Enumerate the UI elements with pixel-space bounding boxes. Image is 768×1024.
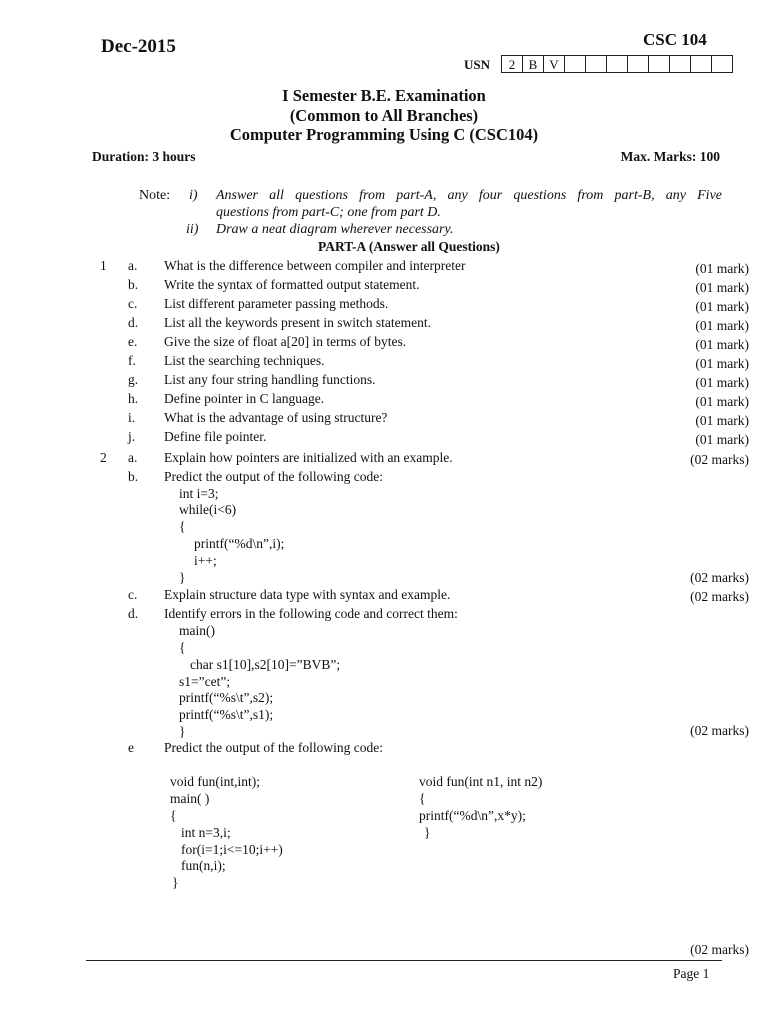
marks: (02 marks) <box>690 452 749 467</box>
sub-label: e. <box>128 334 138 349</box>
code-line: printf(“%s\t”,s2); <box>179 690 274 705</box>
usn-boxes <box>501 55 733 73</box>
question-text: Explain how pointers are initialized with an example. <box>164 450 453 465</box>
sub-label: e <box>128 740 134 755</box>
note-ii-text: Draw a neat diagram wherever necessary. <box>216 222 454 237</box>
sub-label: c. <box>128 587 138 602</box>
marks: (01 mark) <box>695 413 749 428</box>
sub-label: d. <box>128 606 139 621</box>
question-text: What is the difference between compiler and interpreter <box>164 258 466 273</box>
marks: (01 mark) <box>695 337 749 352</box>
marks: (02 marks) <box>690 942 749 957</box>
question-text: Give the size of float a[20] in terms of bytes. <box>164 334 407 349</box>
code-line: printf(“%d\n”,x*y); <box>419 808 526 823</box>
question-text: List all the keywords present in switch statement. <box>164 315 431 330</box>
exam-title: I Semester B.E. Examination <box>282 86 486 105</box>
usn-box: B <box>523 55 544 73</box>
exam-date: Dec-2015 <box>101 36 176 57</box>
usn-box <box>607 55 628 73</box>
usn-box <box>649 55 670 73</box>
marks: (01 mark) <box>695 280 749 295</box>
marks: (02 marks) <box>690 723 749 738</box>
code-line: main() <box>179 623 215 638</box>
sub-label: i. <box>128 410 136 425</box>
sub-label: j. <box>128 429 136 444</box>
code-line: void fun(int n1, int n2) <box>419 774 543 789</box>
question-text: List the searching techniques. <box>164 353 325 368</box>
code-line: } <box>172 875 179 890</box>
question-number: 2 <box>100 450 107 465</box>
code-line: char s1[10],s2[10]=”BVB”; <box>190 657 341 672</box>
question-text: Define pointer in C language. <box>164 391 325 406</box>
footer-rule <box>86 960 722 961</box>
sub-label: c. <box>128 296 138 311</box>
marks: (02 marks) <box>690 570 749 585</box>
note-i-text-cont: questions from part-C; one from part D. <box>216 205 441 220</box>
question-text: Define file pointer. <box>164 429 267 444</box>
max-marks: Max. Marks: 100 <box>620 149 720 164</box>
note-ii-number: ii) <box>186 222 199 237</box>
marks: (01 mark) <box>695 394 749 409</box>
question-number: 1 <box>100 258 107 273</box>
marks: (01 mark) <box>695 432 749 447</box>
question-text: Write the syntax of formatted output statement. <box>164 277 420 292</box>
sub-label: h. <box>128 391 139 406</box>
usn-box <box>670 55 691 73</box>
exam-branches: (Common to All Branches) <box>289 106 479 125</box>
question-text: Identify errors in the following code and correct them: <box>164 606 458 621</box>
code-line: { <box>179 519 186 534</box>
sub-label: f. <box>128 353 136 368</box>
duration: Duration: 3 hours <box>92 149 196 164</box>
marks: (01 mark) <box>695 375 749 390</box>
note-label: Note: <box>139 188 171 203</box>
question-text: List any four string handling functions. <box>164 372 376 387</box>
marks: (01 mark) <box>695 318 749 333</box>
note-i-text: Answer all questions from part-A, any four questions from part-B, any Five <box>216 188 722 203</box>
code-line: i++; <box>194 553 217 568</box>
question-text: Predict the output of the following code: <box>164 740 383 755</box>
code-line: { <box>170 808 177 823</box>
marks: (02 marks) <box>690 589 749 604</box>
code-line: s1=”cet”; <box>179 674 231 689</box>
question-text: Explain structure data type with syntax and example. <box>164 587 451 602</box>
sub-label: g. <box>128 372 139 387</box>
sub-label: b. <box>128 469 139 484</box>
sub-label: a. <box>128 258 138 273</box>
code-line: int i=3; <box>179 486 219 501</box>
code-line: for(i=1;i<=10;i++) <box>181 842 283 857</box>
question-text: List different parameter passing methods. <box>164 296 389 311</box>
usn-box <box>691 55 712 73</box>
marks: (01 mark) <box>695 261 749 276</box>
usn-box <box>712 55 733 73</box>
code-line: } <box>179 570 186 585</box>
code-line: printf(“%d\n”,i); <box>194 536 285 551</box>
code-line: printf(“%s\t”,s1); <box>179 707 274 722</box>
code-line: fun(n,i); <box>181 858 226 873</box>
question-text: What is the advantage of using structure? <box>164 410 388 425</box>
sub-label: a. <box>128 450 138 465</box>
code-line: main( ) <box>170 791 210 806</box>
code-line: } <box>424 825 431 840</box>
course-code: CSC 104 <box>643 30 707 49</box>
page-number: Page 1 <box>673 966 710 981</box>
usn-box <box>628 55 649 73</box>
code-line: while(i<6) <box>179 502 237 517</box>
note-i-number: i) <box>189 188 198 203</box>
marks: (01 mark) <box>695 356 749 371</box>
code-line: void fun(int,int); <box>170 774 260 789</box>
question-text: Predict the output of the following code: <box>164 469 383 484</box>
code-line: } <box>179 724 186 739</box>
usn-box: 2 <box>502 55 523 73</box>
code-line: { <box>179 640 186 655</box>
sub-label: b. <box>128 277 139 292</box>
course-title: Computer Programming Using C (CSC104) <box>229 125 539 144</box>
part-a-title: PART-A (Answer all Questions) <box>318 239 500 254</box>
usn-label: USN <box>464 57 491 72</box>
usn-box: V <box>544 55 565 73</box>
code-line: { <box>419 791 426 806</box>
usn-box <box>565 55 586 73</box>
usn-box <box>586 55 607 73</box>
marks: (01 mark) <box>695 299 749 314</box>
code-line: int n=3,i; <box>181 825 231 840</box>
sub-label: d. <box>128 315 139 330</box>
